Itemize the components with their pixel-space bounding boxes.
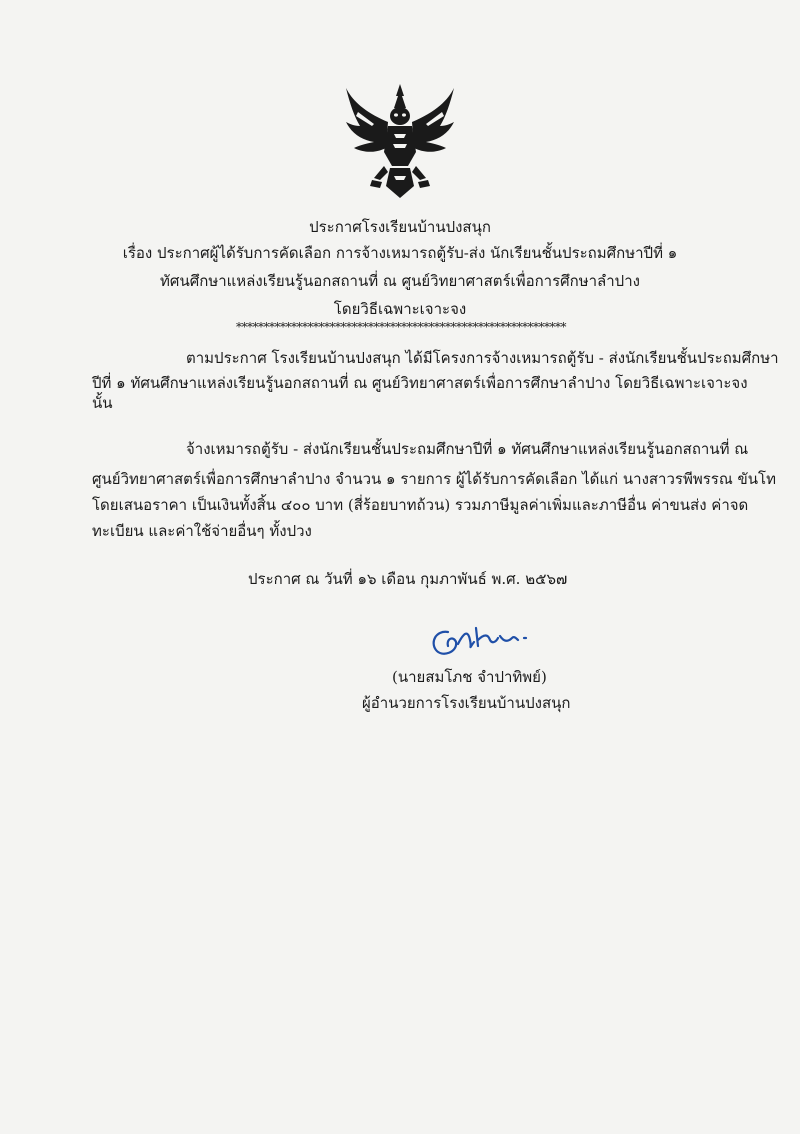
announce-date: ประกาศ ณ วันที่ ๑๖ เดือน กุมภาพันธ์ พ.ศ. ๒๕๖๗ — [248, 570, 568, 588]
paragraph1-line2: ปีที่ ๑ ทัศนศึกษาแหล่งเรียนรู้นอกสถานที่ ณ ศูนย์วิทยาศาสตร์เพื่อการศึกษาลำปาง โดยวิธีเฉพาะเจาะจง — [92, 374, 748, 392]
paragraph2-line4: ทะเบียน และค่าใช้จ่ายอื่นๆ ทั้งปวง — [92, 522, 312, 540]
paragraph1-line1: ตามประกาศ โรงเรียนบ้านปงสนุก ได้มีโครงการจ้างเหมารถตู้รับ - ส่งนักเรียนชั้นประถมศึกษา — [186, 349, 779, 367]
signer-name: (นายสมโภช จำปาทิพย์) — [392, 668, 547, 686]
subject-line: เรื่อง ประกาศผู้ได้รับการคัดเลือก การจ้างเหมารถตู้รับ-ส่ง นักเรียนชั้นประถมศึกษาปีที่ ๑ — [122, 244, 678, 262]
garuda-emblem — [344, 82, 456, 200]
method-line: โดยวิธีเฉพาะเจาะจง — [333, 300, 467, 318]
signature-image — [428, 622, 540, 660]
signer-position: ผู้อำนวยการโรงเรียนบ้านปงสนุก — [362, 694, 571, 712]
paragraph2-line3: โดยเสนอราคา เป็นเงินทั้งสิ้น ๔๐๐ บาท (สี่ร้อยบาทถ้วน) รวมภาษีมูลค่าเพิ่มและภาษีอื่น ค่าขนส่ง ค่าจด — [92, 496, 749, 514]
paragraph2-line2: ศูนย์วิทยาศาสตร์เพื่อการศึกษาลำปาง จำนวน ๑ รายการ ผู้ได้รับการคัดเลือก ได้แก่ นางสาวรพีพรรณ ขันโท — [92, 470, 776, 488]
star-separator: ************************************************************ — [236, 320, 566, 334]
subject-line-2: ทัศนศึกษาแหล่งเรียนรู้นอกสถานที่ ณ ศูนย์วิทยาศาสตร์เพื่อการศึกษาลำปาง — [160, 272, 640, 290]
announcement-title: ประกาศโรงเรียนบ้านปงสนุก — [309, 218, 491, 236]
paragraph2-line1: จ้างเหมารถตู้รับ - ส่งนักเรียนชั้นประถมศึกษาปีที่ ๑ ทัศนศึกษาแหล่งเรียนรู้นอกสถานที่ ณ — [186, 440, 749, 458]
paragraph1-line3: นั้น — [92, 394, 113, 412]
